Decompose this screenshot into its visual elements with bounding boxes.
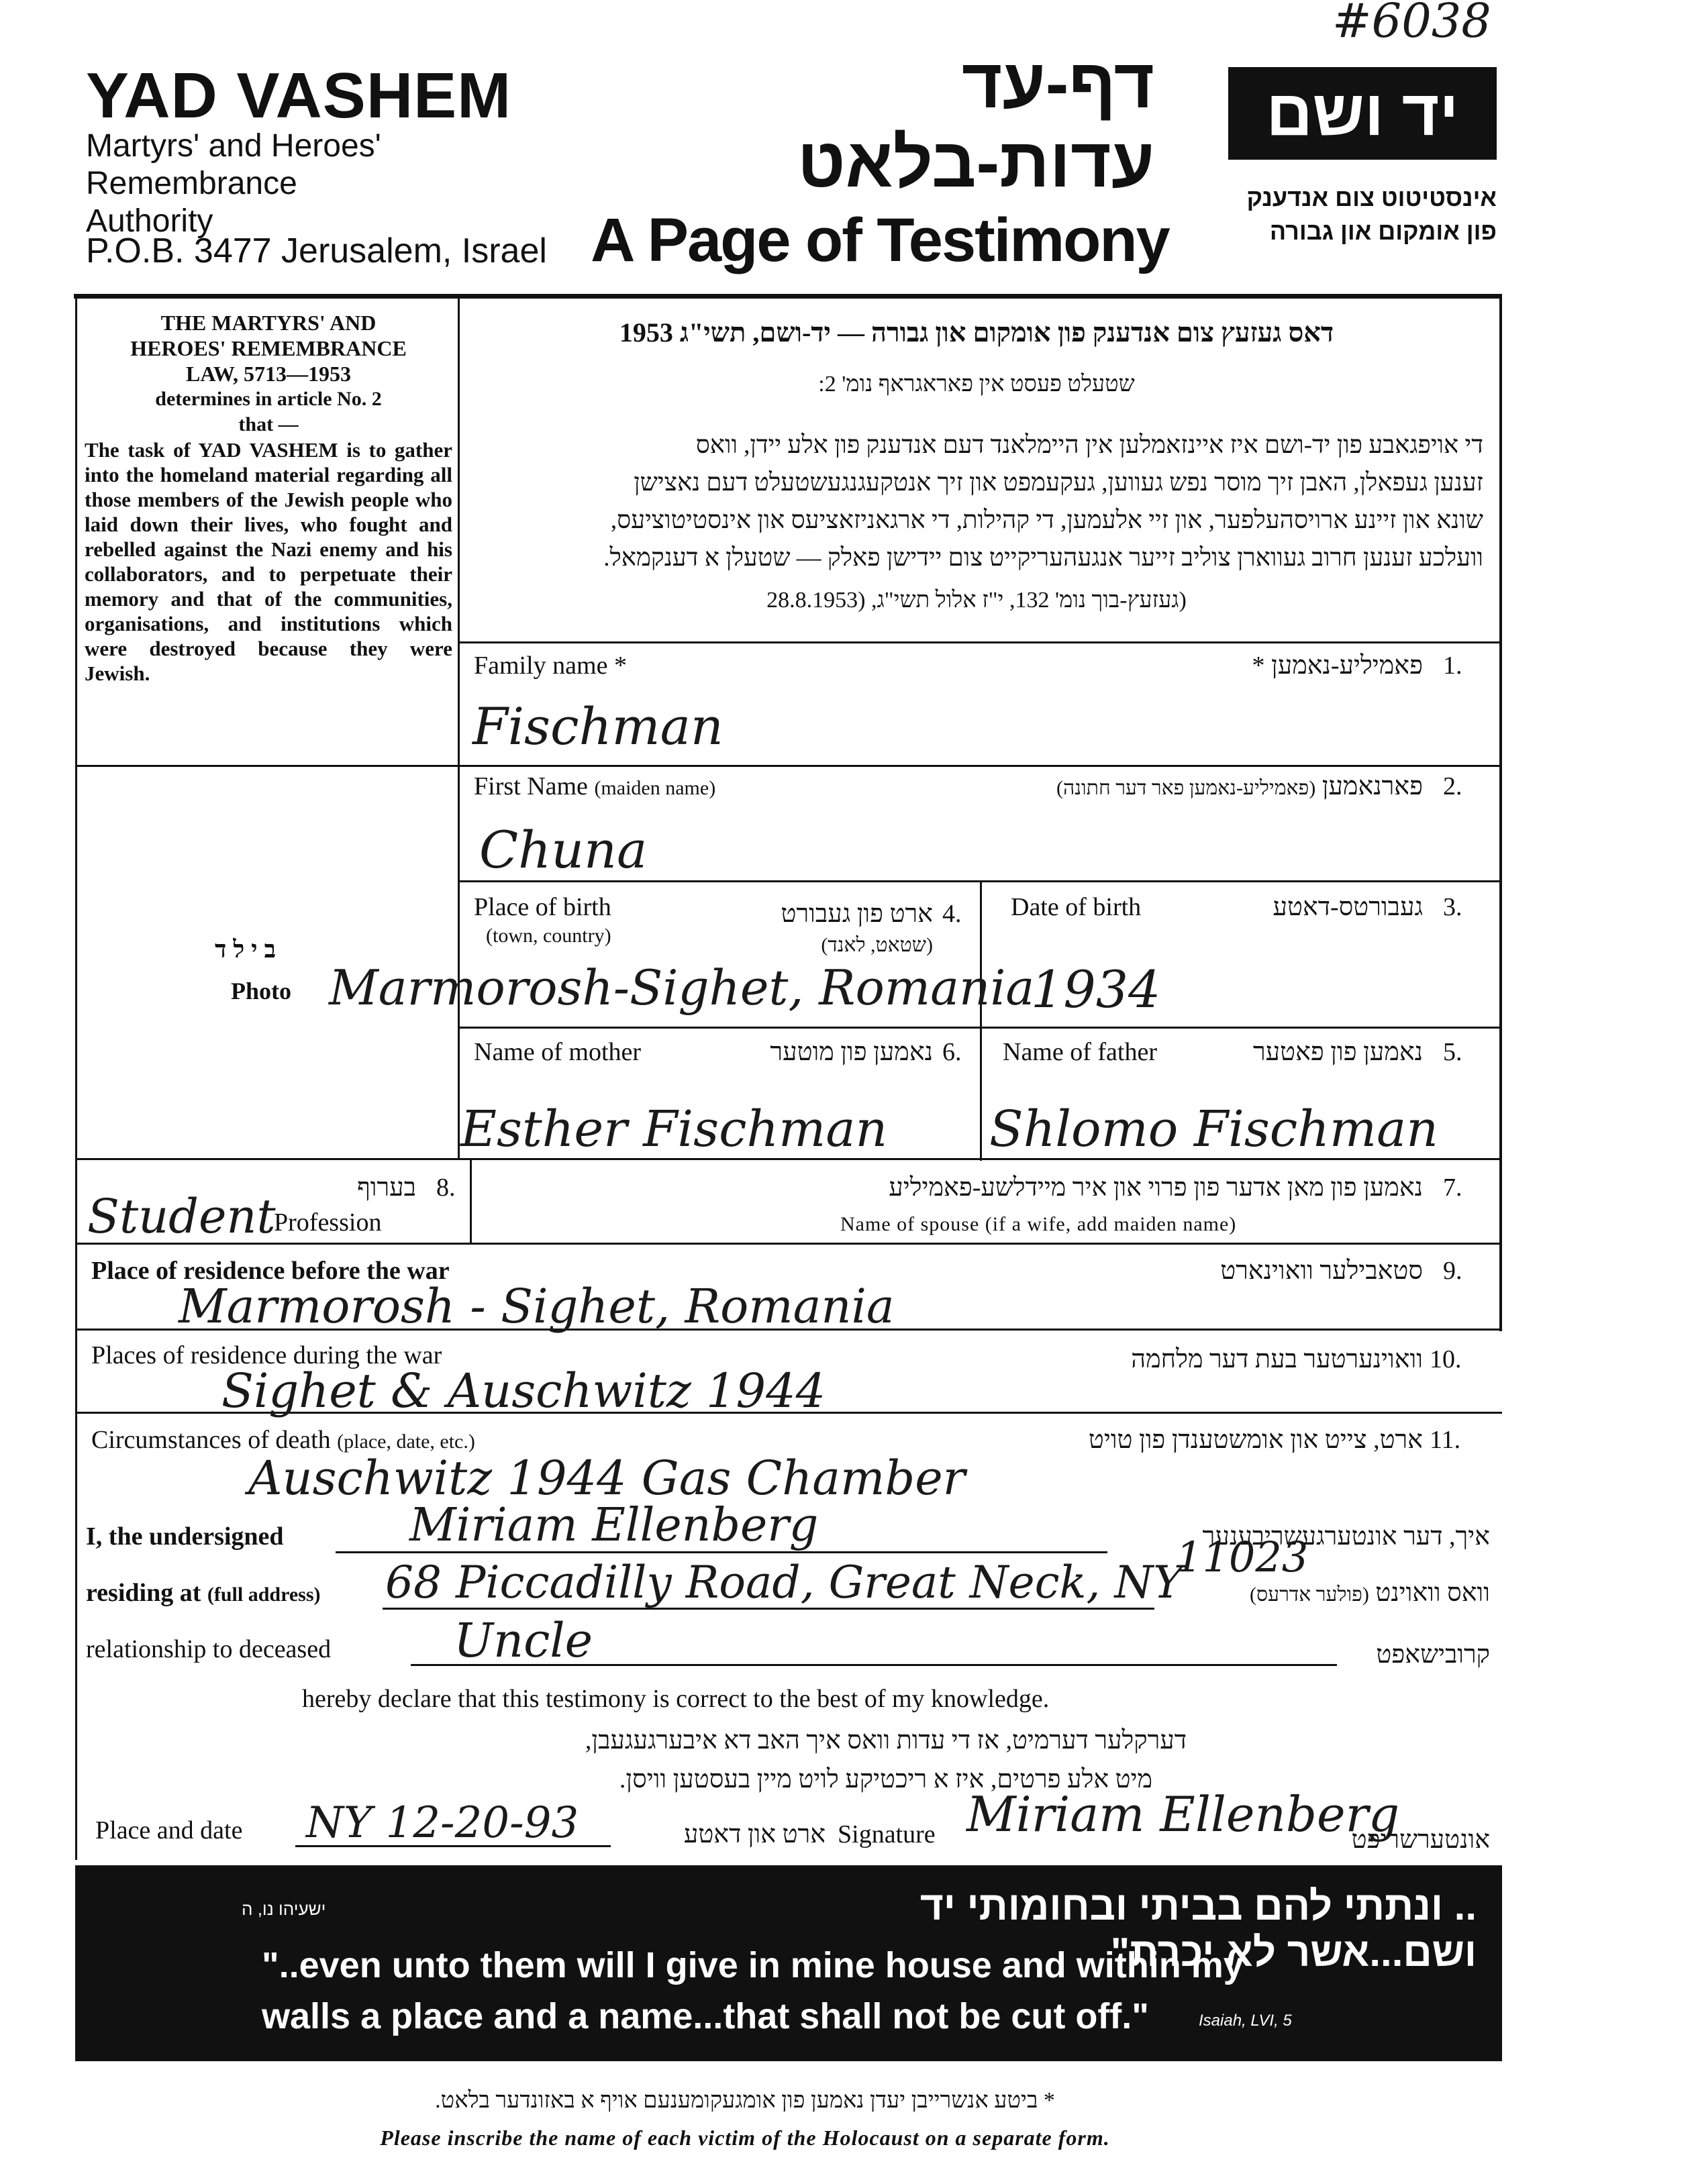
yiddish-title-2: עדות-בלאט (797, 124, 1154, 202)
first-name-label-yiddish (953, 772, 1423, 801)
yiddish-law-citation: (געזעץ-בוך נומ' 132, י"ז אלול תשי"ג, (28.8.1953 (766, 588, 1187, 613)
field-11-number: 11. (1430, 1426, 1461, 1454)
father-name-value: Shlomo Fischman (989, 1100, 1438, 1158)
row-5-top (75, 1158, 1502, 1160)
field-6-number: 6. (942, 1038, 962, 1066)
photo-label-yiddish: בילד (215, 936, 283, 963)
law-body: The task of YAD VASHEM is to gather into the homeland material regarding all those members of the Jewish people who laid down their lives, who fought and rebelled against the Nazi enemy and his collaborators, and to perpetuate their memory and that of the communities, organisations, and institutions which were destroyed because they were Jewish. (85, 438, 452, 685)
org-subtitle (86, 127, 381, 240)
yiddish-law-line-2: זענען געפאלן, האבן זיך מוסר נפש געווען, געקעמפט און זיך אנטקעגנגעשטעלט דעם נאצישן (634, 469, 1483, 497)
first-name-label-yiddish-note: (פאמיליע-נאמען פאר דער חתונה) (1056, 777, 1316, 799)
undersigned-value: Miriam Ellenberg (409, 1499, 819, 1552)
logo-sub-2: פון אומקום און גבורה (1269, 217, 1497, 245)
org-line-2: Remembrance (86, 166, 297, 201)
law-box (85, 310, 452, 686)
father-name-label: Name of father (1003, 1038, 1157, 1066)
yiddish-law-line-1: די אויפגאבע פון יד-ושם איז איינזאמלען אין היימלאנד דעם אנדענק פון אלע יידן, וואס (695, 431, 1483, 459)
yad-vashem-logo: יד ושם (1228, 67, 1497, 160)
relationship-label: relationship to deceased (86, 1635, 332, 1663)
banner-line-1: "..even unto them will I give in mine house and within my (262, 1945, 1244, 1985)
circumstances-of-death-label-text: Circumstances of death (91, 1426, 331, 1454)
address-value: 68 Piccadilly Road, Great Neck, NY (385, 1557, 1183, 1608)
place-date-value: NY 12-20-93 (306, 1798, 579, 1848)
address-label-text: residing at (86, 1579, 201, 1607)
field-7-number: 7. (1443, 1174, 1462, 1202)
first-name-label-text: First Name (474, 772, 588, 800)
first-name-value: Chuna (479, 820, 648, 880)
signature-label-yiddish: אונטערשריפט (1351, 1826, 1490, 1854)
signature-label: Signature (838, 1820, 936, 1849)
family-name-label-yiddish: פאמיליע-נאמען * (1252, 652, 1423, 680)
law-line-2: HEROES' REMEMBRANCE (130, 336, 407, 360)
declaration-text: hereby declare that this testimony is correct to the best of my knowledge. (302, 1685, 1050, 1713)
banner-ref: Isaiah, LVI, 5 (1199, 2012, 1292, 2030)
declaration-yiddish-2: מיט אלע פרטים, איז א ריכטיקע לויט מיין בעסטען וויסן. (619, 1765, 1153, 1793)
place-date-label: Place and date (95, 1816, 243, 1844)
relationship-value: Uncle (454, 1613, 593, 1668)
org-name: YAD VASHEM (86, 60, 512, 132)
law-line-3: LAW, 5713—1953 (186, 362, 351, 386)
law-box-bottom (75, 765, 459, 767)
logo-sub-1: אינסטיטוט צום אנדענק (1246, 184, 1497, 211)
relationship-label-yiddish: קרובישאפט (1376, 1641, 1490, 1669)
yiddish-law-line-3: שונא און זיינע ארויסהעלפער, און זיי אלעמען, די קהילות, די ארגאניזאציעס און אינסטיטוציעס, (610, 507, 1483, 534)
yiddish-law-title: דאס געזעץ צום אנדענק פון אומקום און גבורה — יד-ושם, תשי"ג 1953 (619, 317, 1334, 348)
residence-before-war-label: Place of residence before the war (91, 1257, 450, 1285)
field-10-number: 10. (1430, 1345, 1462, 1373)
row-5-split (470, 1159, 472, 1244)
first-name-label-note: (maiden name) (594, 777, 716, 799)
profession-value: Student (87, 1189, 276, 1244)
first-name-label-yiddish-text: פארנאמען (1322, 772, 1423, 800)
footer-english: Please inscribe the name of each victim of the Holocaust on a separate form. (380, 2126, 1110, 2150)
field-4-number: 4. (942, 900, 962, 928)
place-of-birth-label-yiddish: ארט פון געבורט (781, 900, 933, 928)
place-of-birth-note-yiddish: (שטאט, לאנד) (821, 934, 933, 956)
zip-value: 11023 (1176, 1532, 1309, 1581)
residence-before-war-label-yiddish: סטאבילער וואוינארט (1220, 1257, 1423, 1285)
address-label-note: (full address) (207, 1583, 321, 1606)
banner-line-2: walls a place and a name...that shall not be cut off." (262, 1996, 1149, 2036)
org-address: P.O.B. 3477 Jerusalem, Israel (86, 231, 547, 270)
yiddish-law-body (470, 427, 1483, 577)
row-split (980, 880, 982, 1161)
father-name-label-yiddish: נאמען פון פאטער (1252, 1038, 1423, 1066)
field-3-number: 3. (1443, 893, 1462, 921)
logo-subtitle (1208, 181, 1497, 248)
banner-hebrew-ref: ישעיהו נו, ה (242, 1899, 326, 1919)
row-2-top (459, 765, 1501, 767)
family-name-value: Fischman (472, 696, 724, 756)
address-label (86, 1578, 321, 1608)
field-1-number: 1. (1443, 652, 1462, 680)
yiddish-law-subtitle: שטעלט פעסט אין פאראגראף נומ' 2: (818, 372, 1135, 397)
footer-yiddish: * ביטע אנשרייבן יעדן נאמען פון אומגעקומענעם אויף א באזונדער בלאט. (435, 2088, 1055, 2113)
residence-before-war-value: Marmorosh - Sighet, Romania (179, 1279, 895, 1334)
org-line-1: Martyrs' and Heroes' (86, 128, 381, 164)
field-2-number: 2. (1443, 772, 1462, 800)
law-line-4: determines in article No. 2 (155, 388, 382, 410)
field-5-number: 5. (1443, 1038, 1462, 1066)
first-name-label (474, 772, 715, 801)
address-label-yiddish-note: (פולער אדרעס) (1250, 1583, 1369, 1606)
profession-label: Profession (274, 1208, 382, 1237)
row-1-top (459, 641, 1501, 643)
spouse-name-label-yiddish: נאמען פון מאן אדער פון פרוי און איר מיידלשע-פאמיליע (889, 1174, 1423, 1202)
archive-number: #6038 (1332, 0, 1491, 48)
profession-label-yiddish: בערוף (357, 1174, 416, 1202)
circumstances-of-death-label-note: (place, date, etc.) (337, 1431, 475, 1453)
residence-during-war-label: Places of residence during the war (91, 1341, 442, 1369)
law-line-1: THE MARTYRS' AND (160, 311, 377, 335)
date-of-birth-label: Date of birth (1011, 893, 1142, 921)
date-of-birth-label-yiddish: געבורטס-דאטע (1273, 893, 1423, 921)
family-name-label: Family name * (474, 652, 627, 680)
spouse-name-label: Name of spouse (if a wife, add maiden name) (840, 1213, 1237, 1235)
column-divider (458, 298, 460, 1159)
org-line-3: Authority (86, 203, 213, 239)
field-9-number: 9. (1443, 1257, 1462, 1285)
page-title: A Page of Testimony (591, 206, 1169, 274)
residence-during-war-label-yiddish: וואוינערטער בעת דער מלחמה (1131, 1345, 1423, 1373)
place-of-birth-label: Place of birth (474, 893, 611, 921)
mother-name-label: Name of mother (474, 1038, 642, 1066)
banner-hebrew: .. ונתתי להם בביתי ובחומותי יד ושם...אשר לא יכרת" (919, 1883, 1477, 1975)
date-of-birth-value: 1934 (1031, 959, 1161, 1019)
top-rule (74, 294, 1502, 299)
mother-name-value: Esther Fischman (460, 1100, 888, 1158)
undersigned-label: I, the undersigned (86, 1522, 284, 1551)
signature-value: Miriam Ellenberg (966, 1786, 1400, 1842)
row-6-top (75, 1243, 1502, 1245)
place-of-birth-value: Marmorosh-Sighet, Romania (329, 959, 1035, 1016)
law-line-5: that — (238, 413, 299, 435)
address-label-yiddish (1154, 1578, 1490, 1608)
place-of-birth-note: (town, country) (486, 925, 611, 947)
residence-during-war-value: Sighet & Auschwitz 1944 (221, 1363, 826, 1418)
yiddish-title-1: דף-עד (961, 45, 1154, 123)
circumstances-of-death-label-yiddish: ארט, צייט און אומשטענדן פון טויט (1088, 1426, 1423, 1454)
photo-label: Photo (231, 978, 291, 1004)
mother-name-label-yiddish: נאמען פון מוטער (770, 1038, 933, 1066)
left-border (75, 298, 77, 1860)
circumstances-of-death-value: Auschwitz 1944 Gas Chamber (248, 1451, 966, 1506)
right-border (1499, 298, 1502, 1331)
field-8-number: 8. (436, 1174, 456, 1202)
yiddish-law-line-4: וועלכע זענען חרוב געווארן צוליב זייער אנגעהעריקייט צום יידישן פאלק — שטעלן א דענקמאל. (603, 544, 1483, 572)
address-label-yiddish-text: וואס וואוינט (1375, 1579, 1490, 1607)
declaration-yiddish-1: דערקלער דערמיט, אז די עדות וואס איך האב דא איבערגעגעבן, (585, 1726, 1187, 1755)
place-date-label-yiddish: ארט און דאטע (683, 1820, 826, 1849)
undersigned-label-yiddish: איך, דער אונטערגעשריבענער (1202, 1522, 1490, 1551)
